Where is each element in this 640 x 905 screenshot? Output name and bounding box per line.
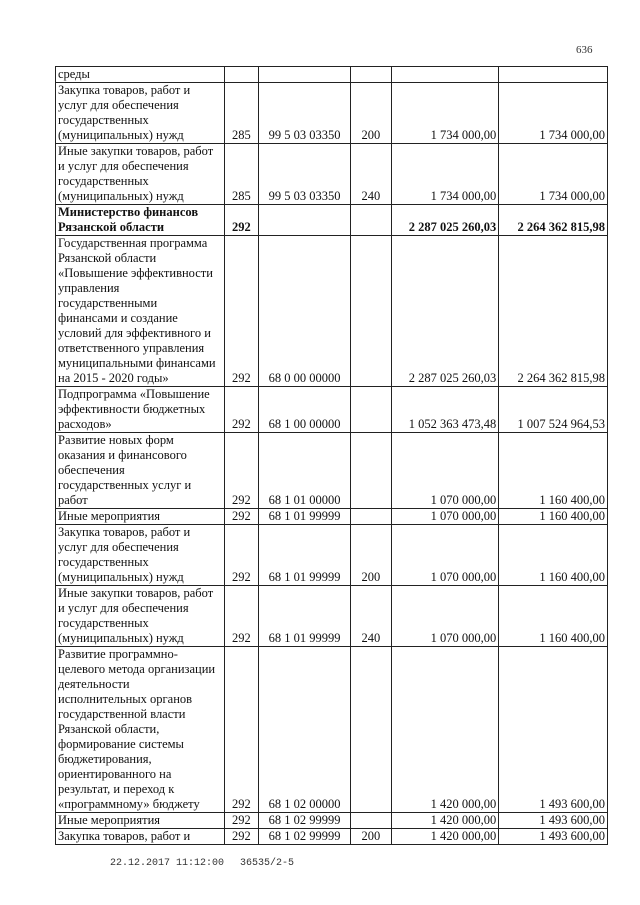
budget-table [55,66,608,845]
row-sum-2019-cell: 1 493 600,00 [499,813,608,829]
row-sum-2019-cell: 2 264 362 815,98 [499,205,608,236]
table-row [56,509,608,525]
row-ved-cell: 292 [224,525,258,586]
row-vr-cell [351,509,391,525]
row-sum-2018-cell: 1 070 000,00 [391,433,499,509]
row-sum-2018-cell: 1 420 000,00 [391,829,499,845]
table-row [56,83,608,144]
row-name-cell: среды [56,67,225,83]
row-name-cell: Иные мероприятия [56,509,225,525]
row-vr-cell [351,205,391,236]
row-ved-cell [224,67,258,83]
row-name-cell: Иные закупки товаров, работ и услуг для обеспечения государственных (муниципальных) нужд [56,586,225,647]
row-sum-2018-cell: 2 287 025 260,03 [391,236,499,387]
table-row [56,205,608,236]
table-row [56,387,608,433]
table-row [56,433,608,509]
row-vr-cell [351,813,391,829]
row-vr-cell: 240 [351,586,391,647]
row-csr-cell [258,67,350,83]
row-sum-2019-cell: 1 734 000,00 [499,83,608,144]
row-ved-cell: 292 [224,205,258,236]
row-sum-2019-cell: 2 264 362 815,98 [499,236,608,387]
row-sum-2019-cell: 1 160 400,00 [499,586,608,647]
row-ved-cell: 292 [224,813,258,829]
row-name-cell: Подпрограмма «Повышение эффективности бюджетных расходов» [56,387,225,433]
table-row [56,647,608,813]
row-csr-cell: 99 5 03 03350 [258,83,350,144]
table-body [56,67,608,845]
row-sum-2019-cell: 1 734 000,00 [499,144,608,205]
row-sum-2019-cell [499,67,608,83]
row-vr-cell: 200 [351,83,391,144]
table-row [56,236,608,387]
footer-doc-code: 36535/2-5 [240,858,295,869]
row-sum-2018-cell: 1 420 000,00 [391,647,499,813]
row-sum-2019-cell: 1 160 400,00 [499,509,608,525]
row-sum-2018-cell [391,67,499,83]
row-ved-cell: 292 [224,586,258,647]
table-row [56,586,608,647]
table-row [56,525,608,586]
row-ved-cell: 292 [224,829,258,845]
row-name-cell: Развитие программно- целевого метода организации деятельности исполнительных органов государственной власти Рязанской области, формирование системы бюджетирования, ориентированного на результат, и переход к «программному» бюджету [56,647,225,813]
row-name-cell: Развитие новых форм оказания и финансового обеспечения государственных услуг и работ [56,433,225,509]
row-vr-cell [351,236,391,387]
row-sum-2018-cell: 1 734 000,00 [391,83,499,144]
row-csr-cell: 68 1 01 99999 [258,586,350,647]
row-sum-2019-cell: 1 007 524 964,53 [499,387,608,433]
row-name-cell: Иные мероприятия [56,813,225,829]
row-sum-2019-cell: 1 160 400,00 [499,433,608,509]
row-vr-cell [351,387,391,433]
row-csr-cell [258,205,350,236]
row-ved-cell: 285 [224,144,258,205]
row-ved-cell: 292 [224,433,258,509]
page-number: 636 [576,44,593,56]
row-name-cell: Закупка товаров, работ и [56,829,225,845]
row-sum-2018-cell: 1 420 000,00 [391,813,499,829]
row-vr-cell: 200 [351,829,391,845]
row-vr-cell [351,67,391,83]
row-ved-cell: 292 [224,236,258,387]
row-sum-2018-cell: 1 734 000,00 [391,144,499,205]
row-name-cell: Закупка товаров, работ и услуг для обеспечения государственных (муниципальных) нужд [56,525,225,586]
table-row [56,144,608,205]
row-vr-cell: 240 [351,144,391,205]
row-ved-cell: 292 [224,387,258,433]
footer-timestamp: 22.12.2017 11:12:00 [110,858,225,869]
row-vr-cell [351,647,391,813]
row-csr-cell: 68 1 02 99999 [258,813,350,829]
table-row [56,67,608,83]
row-name-cell: Иные закупки товаров, работ и услуг для обеспечения государственных (муниципальных) нужд [56,144,225,205]
row-ved-cell: 285 [224,83,258,144]
row-name-cell: Государственная программа Рязанской области «Повышение эффективности управления государственными финансами и создание условий для эффективного и ответственного управления муниципальными финансами на 2015 - 2020 годы» [56,236,225,387]
row-sum-2019-cell: 1 493 600,00 [499,829,608,845]
row-csr-cell: 68 1 01 99999 [258,509,350,525]
row-csr-cell: 68 1 00 00000 [258,387,350,433]
row-sum-2018-cell: 1 070 000,00 [391,586,499,647]
row-name-cell: Закупка товаров, работ и услуг для обеспечения государственных (муниципальных) нужд [56,83,225,144]
row-vr-cell [351,433,391,509]
row-vr-cell: 200 [351,525,391,586]
row-sum-2018-cell: 1 070 000,00 [391,509,499,525]
table-row [56,813,608,829]
row-sum-2018-cell: 1 052 363 473,48 [391,387,499,433]
row-sum-2018-cell: 2 287 025 260,03 [391,205,499,236]
table-row [56,829,608,845]
row-sum-2018-cell: 1 070 000,00 [391,525,499,586]
row-csr-cell: 68 1 02 99999 [258,829,350,845]
row-csr-cell: 99 5 03 03350 [258,144,350,205]
row-name-cell: Министерство финансов Рязанской области [56,205,225,236]
row-sum-2019-cell: 1 493 600,00 [499,647,608,813]
row-ved-cell: 292 [224,647,258,813]
row-csr-cell: 68 1 01 00000 [258,433,350,509]
row-csr-cell: 68 1 02 00000 [258,647,350,813]
row-sum-2019-cell: 1 160 400,00 [499,525,608,586]
row-ved-cell: 292 [224,509,258,525]
row-csr-cell: 68 1 01 99999 [258,525,350,586]
row-csr-cell: 68 0 00 00000 [258,236,350,387]
